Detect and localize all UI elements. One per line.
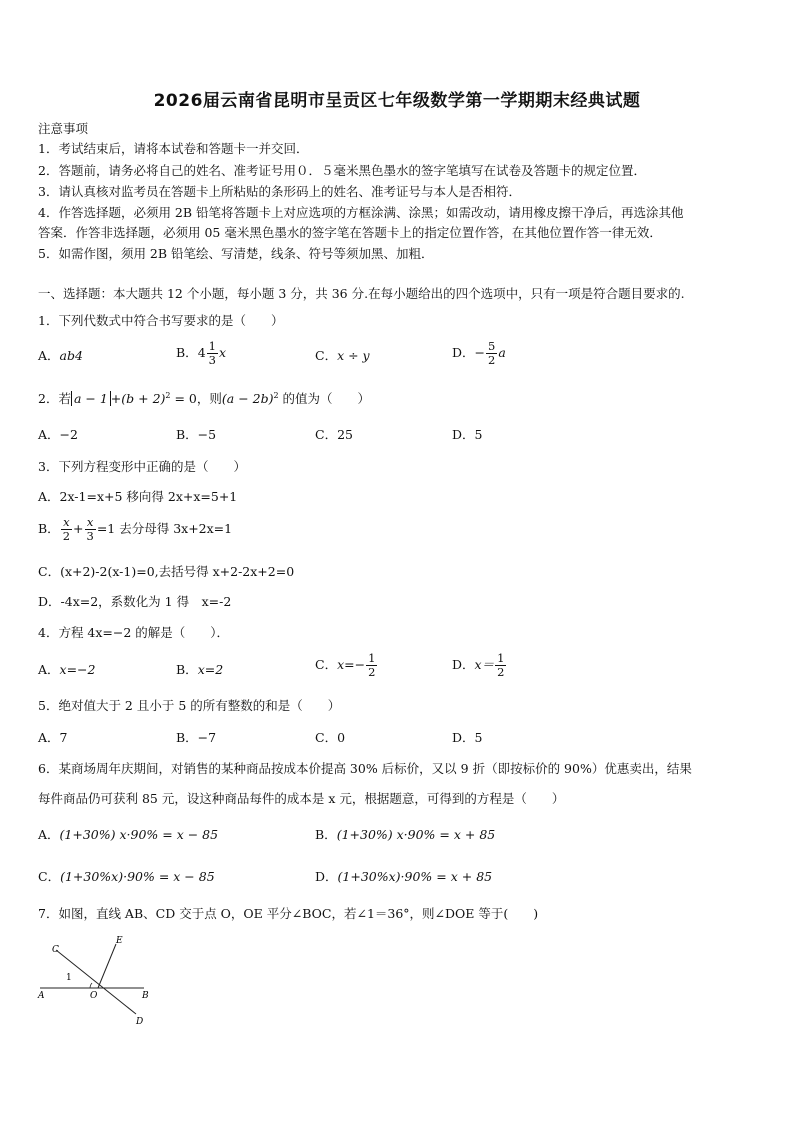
notice-item-1: 1．考试结束后，请将本试卷和答题卡一并交回．: [38, 141, 309, 156]
q5-option-a: A．7: [38, 730, 68, 745]
notice-item-4: 4．作答选择题，必须用 2B 铅笔将答题卡上对应选项的方框涂满、涂黑；如需改动，请用橡皮擦干净后，再选涂其他: [38, 205, 684, 220]
q1-option-b: B．4 $\frac{1}{3}$ x: [176, 339, 227, 367]
label-e: E: [116, 936, 123, 946]
q6-option-c: C．(1+30%x)·90% = x − 85: [38, 869, 215, 884]
q4-stem: 4．方程 4x=−2 的解是（ ）．: [38, 625, 230, 640]
q1-option-d: D．− $\frac{5}{2}$ a: [452, 339, 506, 367]
label-a: A: [38, 991, 45, 1001]
q5-stem: 5．绝对值大于 2 且小于 5 的所有整数的和是（ ）: [38, 698, 341, 713]
q5-option-d: D．5: [452, 730, 483, 745]
notice-item-2: 2．答题前，请务必将自己的姓名、准考证号用０．５毫米黑色墨水的签字笔填写在试卷及答题卡的规定位置．: [38, 163, 646, 178]
section-heading: 一、选择题：本大题共 12 个小题，每小题 3 分，共 36 分.在每小题给出的四个选项中，只有一项是符合题目要求的.: [38, 286, 685, 301]
label-d: D: [136, 1017, 144, 1027]
q2-option-a: A．−2: [38, 427, 78, 442]
exam-title: 2026届云南省昆明市呈贡区七年级数学第一学期期末经典试题: [153, 91, 641, 111]
q3-option-a: A．2x-1=x+5 移向得 2x+x=5+1: [38, 489, 238, 504]
q6-option-a: A．(1+30%) x·90% = x − 85: [38, 827, 219, 842]
label-1: 1: [66, 973, 72, 983]
q3-option-d: D．-4x=2，系数化为 1 得 x=-2: [38, 594, 232, 609]
q3-option-c: C．(x+2)-2(x-1)=0,去括号得 x+2-2x+2=0: [38, 564, 295, 579]
q1-stem: 1．下列代数式中符合书写要求的是（ ）: [38, 313, 284, 328]
q1-option-a: A．ab4: [38, 348, 83, 363]
notice-heading: 注意事项: [38, 121, 89, 136]
label-c: C: [52, 945, 59, 955]
q3-option-b: B． $\frac{x}{2}$ + $\frac{x}{3}$ =1 去分母得 3x+2x=1: [38, 515, 233, 543]
q2-stem: 2．若 $a - 1 +(b + 2)^2 = 0$，则$(a - 2b)^2$ 的值为（ ）: [38, 390, 371, 406]
q4-option-a: A．x=−2: [38, 662, 96, 677]
q1-option-c: C．x ÷ y: [315, 348, 370, 363]
q6-option-d: D．(1+30%x)·90% = x + 85: [315, 869, 493, 884]
q2-option-b: B．−5: [176, 427, 217, 442]
q6-line-1: 6．某商场周年庆期间，对销售的某种商品按成本价提高 30% 后标价，又以 9 折（即按标价的 90%）优惠卖出，结果: [38, 761, 692, 776]
notice-item-5: 5．如需作图，须用 2B 铅笔绘、写清楚，线条、符号等须加黑、加粗．: [38, 246, 434, 261]
label-b: B: [142, 991, 149, 1001]
angle-1-arc: [90, 983, 92, 988]
q2-option-c: C．25: [315, 427, 353, 442]
notice-item-4-cont: 答案．作答非选择题，必须用 05 毫米黑色墨水的签字笔在答题卡上的指定位置作答，在其他位置作答一律无效．: [38, 225, 662, 240]
label-o: O: [90, 991, 98, 1001]
q6-option-b: B．(1+30%) x·90% = x + 85: [315, 827, 496, 842]
q7-geometry-figure: [36, 932, 166, 1027]
q5-option-c: C．0: [315, 730, 346, 745]
q7-stem: 7．如图，直线 AB、CD 交于点 O，OE 平分∠BOC，若∠1＝36°，则∠DOE 等于( ): [38, 906, 539, 921]
q3-stem: 3．下列方程变形中正确的是（ ）: [38, 459, 246, 474]
q4-option-c: C．x=− $\frac{1}{2}$: [315, 651, 376, 679]
q5-option-b: B．−7: [176, 730, 217, 745]
q6-line-2: 每件商品仍可获利 85 元，设这种商品每件的成本是 x 元，根据题意，可得到的方程是（ ）: [38, 791, 565, 806]
ray-oe: [98, 944, 116, 988]
notice-item-3: 3．请认真核对监考员在答题卡上所粘贴的条形码上的姓名、准考证号与本人是否相符．: [38, 184, 521, 199]
q4-option-b: B．x=2: [176, 662, 224, 677]
q4-option-d: D．x＝ $\frac{1}{2}$: [452, 651, 505, 679]
q2-option-d: D．5: [452, 427, 483, 442]
